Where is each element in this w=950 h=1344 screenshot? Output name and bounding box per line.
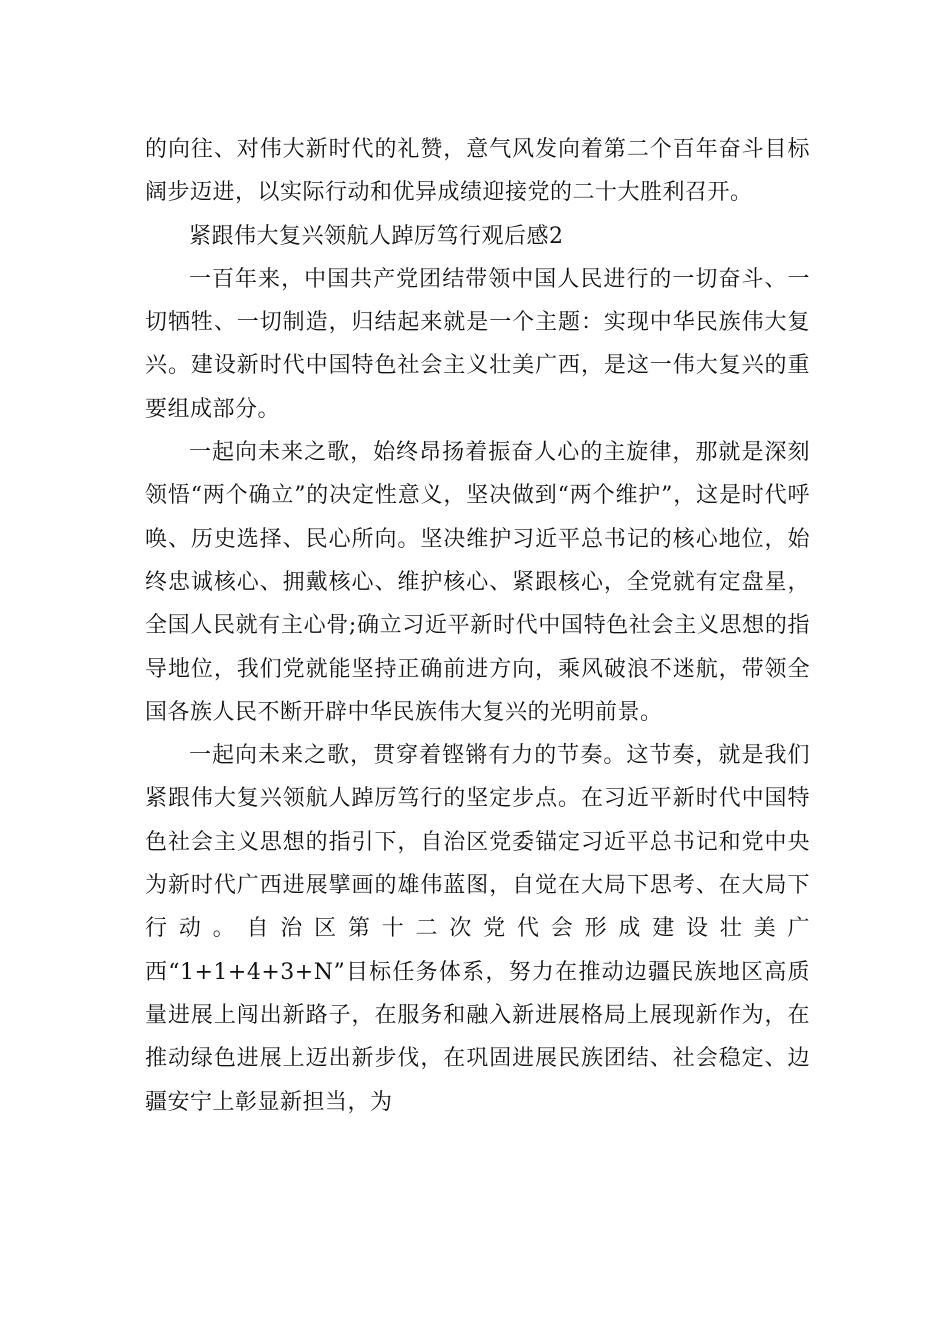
paragraph-1: 的向往、对伟大新时代的礼赞，意气风发向着第二个百年奋斗目标阔步迈进，以实际行动和优异成绩迎接党的二十大胜利召开。 [145, 137, 810, 206]
paragraph-4: 一起向未来之歌，始终昂扬着振奋人心的主旋律，那就是深刻领悟“两个确立”的决定性意义，坚决做到“两个维护”，这是时代呼唤、历史选择、民心所向。坚决维护习近平总书记的核心地位，始终忠诚核心、拥戴核心、维护核心、紧跟核心，全党就有定盘星，全国人民就有主心骨;确立习近平新时代中国特色社会主义思想的指导地位，我们党就能坚持正确前进方向，乘风破浪不迷航，带领全国各族人民不断开辟中华民族伟大复兴的光明前景。 [145, 440, 810, 725]
paragraph-2-heading: 紧跟伟大复兴领航人踔厉笃行观后感2 [189, 223, 564, 249]
document-body [145, 128, 810, 1124]
paragraph-3: 一百年来，中国共产党团结带领中国人民进行的一切奋斗、一切牺牲、一切制造，归结起来就是一个主题：实现中华民族伟大复兴。建设新时代中国特色社会主义壮美广西，是这一伟大复兴的重要组成部分。 [145, 266, 810, 422]
paragraph-5: 一起向未来之歌，贯穿着铿锵有力的节奏。这节奏，就是我们紧跟伟大复兴领航人踔厉笃行的坚定步点。在习近平新时代中国特色社会主义思想的指引下，自治区党委锚定习近平总书记和党中央为新时代广西进展擘画的雄伟蓝图，自觉在大局下思考、在大局下行动。自治区第十二次党代会形成建设壮美广西“1+1+4+3+N”目标任务体系，努力在推动边疆民族地区高质量进展上闯出新路子，在服务和融入新进展格局上展现新作为，在推动绿色进展上迈出新步伐，在巩固进展民族团结、社会稳定、边疆安宁上彰显新担当，为 [145, 743, 810, 1115]
